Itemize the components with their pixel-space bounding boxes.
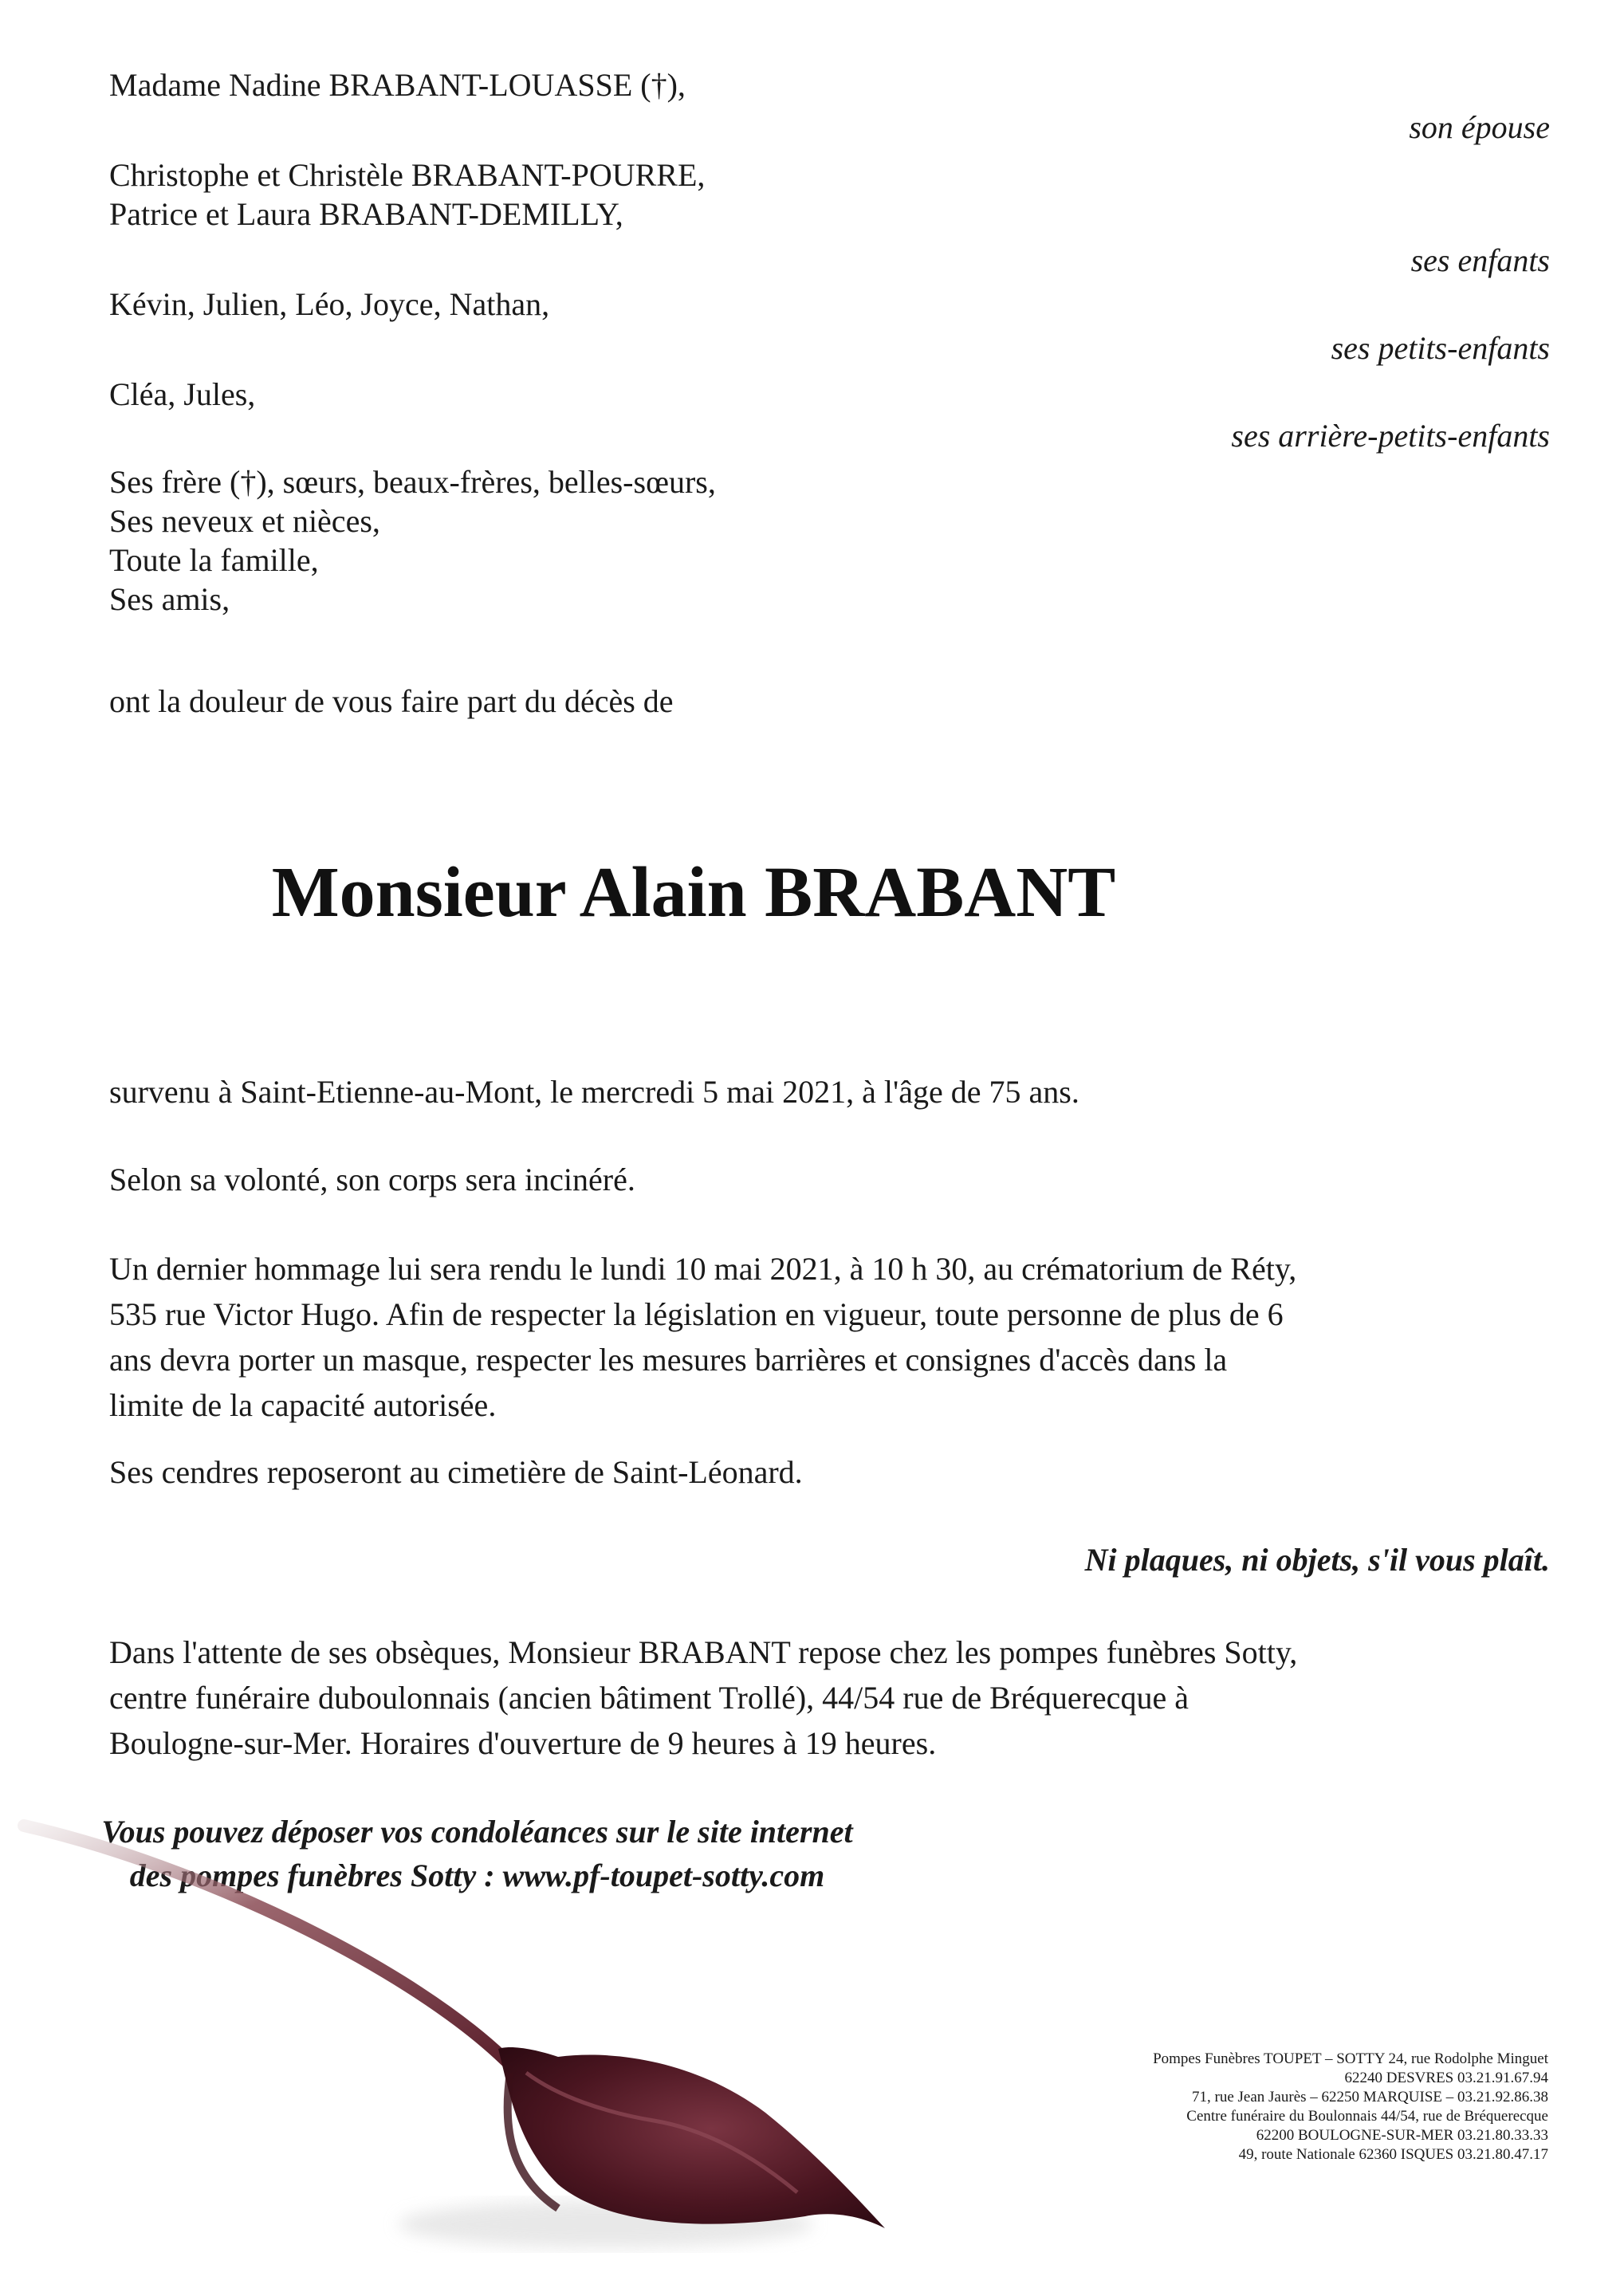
- contact-line: 71, rue Jean Jaurès – 62250 MARQUISE – 03.21.92.86.38: [1192, 2089, 1548, 2105]
- funeral-home-contact: [1153, 2050, 1548, 2164]
- homage-line: 535 rue Victor Hugo. Afin de respecter la législation en vigueur, toute personne de plus de 6: [109, 1296, 1284, 1332]
- family-line-spouse: Madame Nadine BRABANT-LOUASSE (†),: [109, 67, 686, 103]
- role-spouse: son épouse: [1409, 109, 1550, 145]
- contact-line: Pompes Funèbres TOUPET – SOTTY 24, rue Rodolphe Minguet: [1153, 2050, 1548, 2067]
- announcement-line: ont la douleur de vous faire part du décès de: [109, 683, 674, 719]
- rest-line: Dans l'attente de ses obsèques, Monsieur BRABANT repose chez les pompes funèbres Sotty,: [109, 1634, 1298, 1670]
- homage-paragraph: [109, 1246, 1544, 1428]
- flower-stem: [24, 1826, 510, 2065]
- homage-line: limite de la capacité autorisée.: [109, 1387, 497, 1423]
- contact-line: 62240 DESVRES 03.21.91.67.94: [1344, 2070, 1548, 2086]
- contact-line: Centre funéraire du Boulonnais 44/54, rue de Bréquerecque: [1186, 2108, 1548, 2125]
- role-grandchildren: ses petits-enfants: [1331, 330, 1550, 366]
- family-line-children-1: Christophe et Christèle BRABANT-POURRE,: [109, 157, 706, 193]
- family-line-nephews: Ses neveux et nièces,: [109, 503, 380, 539]
- calla-lily-illustration: [0, 1810, 957, 2296]
- rest-line: Boulogne-sur-Mer. Horaires d'ouverture de 9 heures à 19 heures.: [109, 1725, 937, 1761]
- condolences-line: Vous pouvez déposer vos condoléances sur le site internet: [101, 1814, 853, 1850]
- contact-line: 62200 BOULOGNE-SUR-MER 03.21.80.33.33: [1256, 2127, 1548, 2144]
- deceased-name: Monsieur Alain BRABANT: [271, 853, 1116, 932]
- homage-line: Un dernier hommage lui sera rendu le lundi 10 mai 2021, à 10 h 30, au crématorium de Réty,: [109, 1251, 1297, 1287]
- cremation-wish: Selon sa volonté, son corps sera incinéré.: [109, 1162, 635, 1197]
- family-line-friends: Ses amis,: [109, 581, 230, 617]
- no-flowers-note: Ni plaques, ni objets, s'il vous plaît.: [1084, 1542, 1550, 1578]
- contact-line: 49, route Nationale 62360 ISQUES 03.21.80.47.17: [1238, 2146, 1548, 2163]
- ashes-note: Ses cendres reposeront au cimetière de Saint-Léonard.: [109, 1454, 803, 1490]
- family-line-grandchildren: Kévin, Julien, Léo, Joyce, Nathan,: [109, 286, 550, 322]
- family-line-great-grandchildren: Cléa, Jules,: [109, 376, 256, 412]
- rest-line: centre funéraire duboulonnais (ancien bâtiment Trollé), 44/54 rue de Bréquerecque à: [109, 1680, 1189, 1716]
- condolences-line: des pompes funèbres Sotty : www.pf-toupet-sotty.com: [129, 1858, 825, 1893]
- rest-paragraph: [109, 1630, 1544, 1766]
- family-line-children-2: Patrice et Laura BRABANT-DEMILLY,: [109, 196, 623, 232]
- death-details: survenu à Saint-Etienne-au-Mont, le mercredi 5 mai 2021, à l'âge de 75 ans.: [109, 1074, 1079, 1110]
- family-line-siblings: Ses frère (†), sœurs, beaux-frères, belles-sœurs,: [109, 464, 716, 500]
- role-children: ses enfants: [1410, 242, 1550, 278]
- family-line-family: Toute la famille,: [109, 542, 319, 578]
- homage-line: ans devra porter un masque, respecter les mesures barrières et consignes d'accès dans la: [109, 1342, 1228, 1378]
- role-great-grandchildren: ses arrière-petits-enfants: [1231, 418, 1550, 454]
